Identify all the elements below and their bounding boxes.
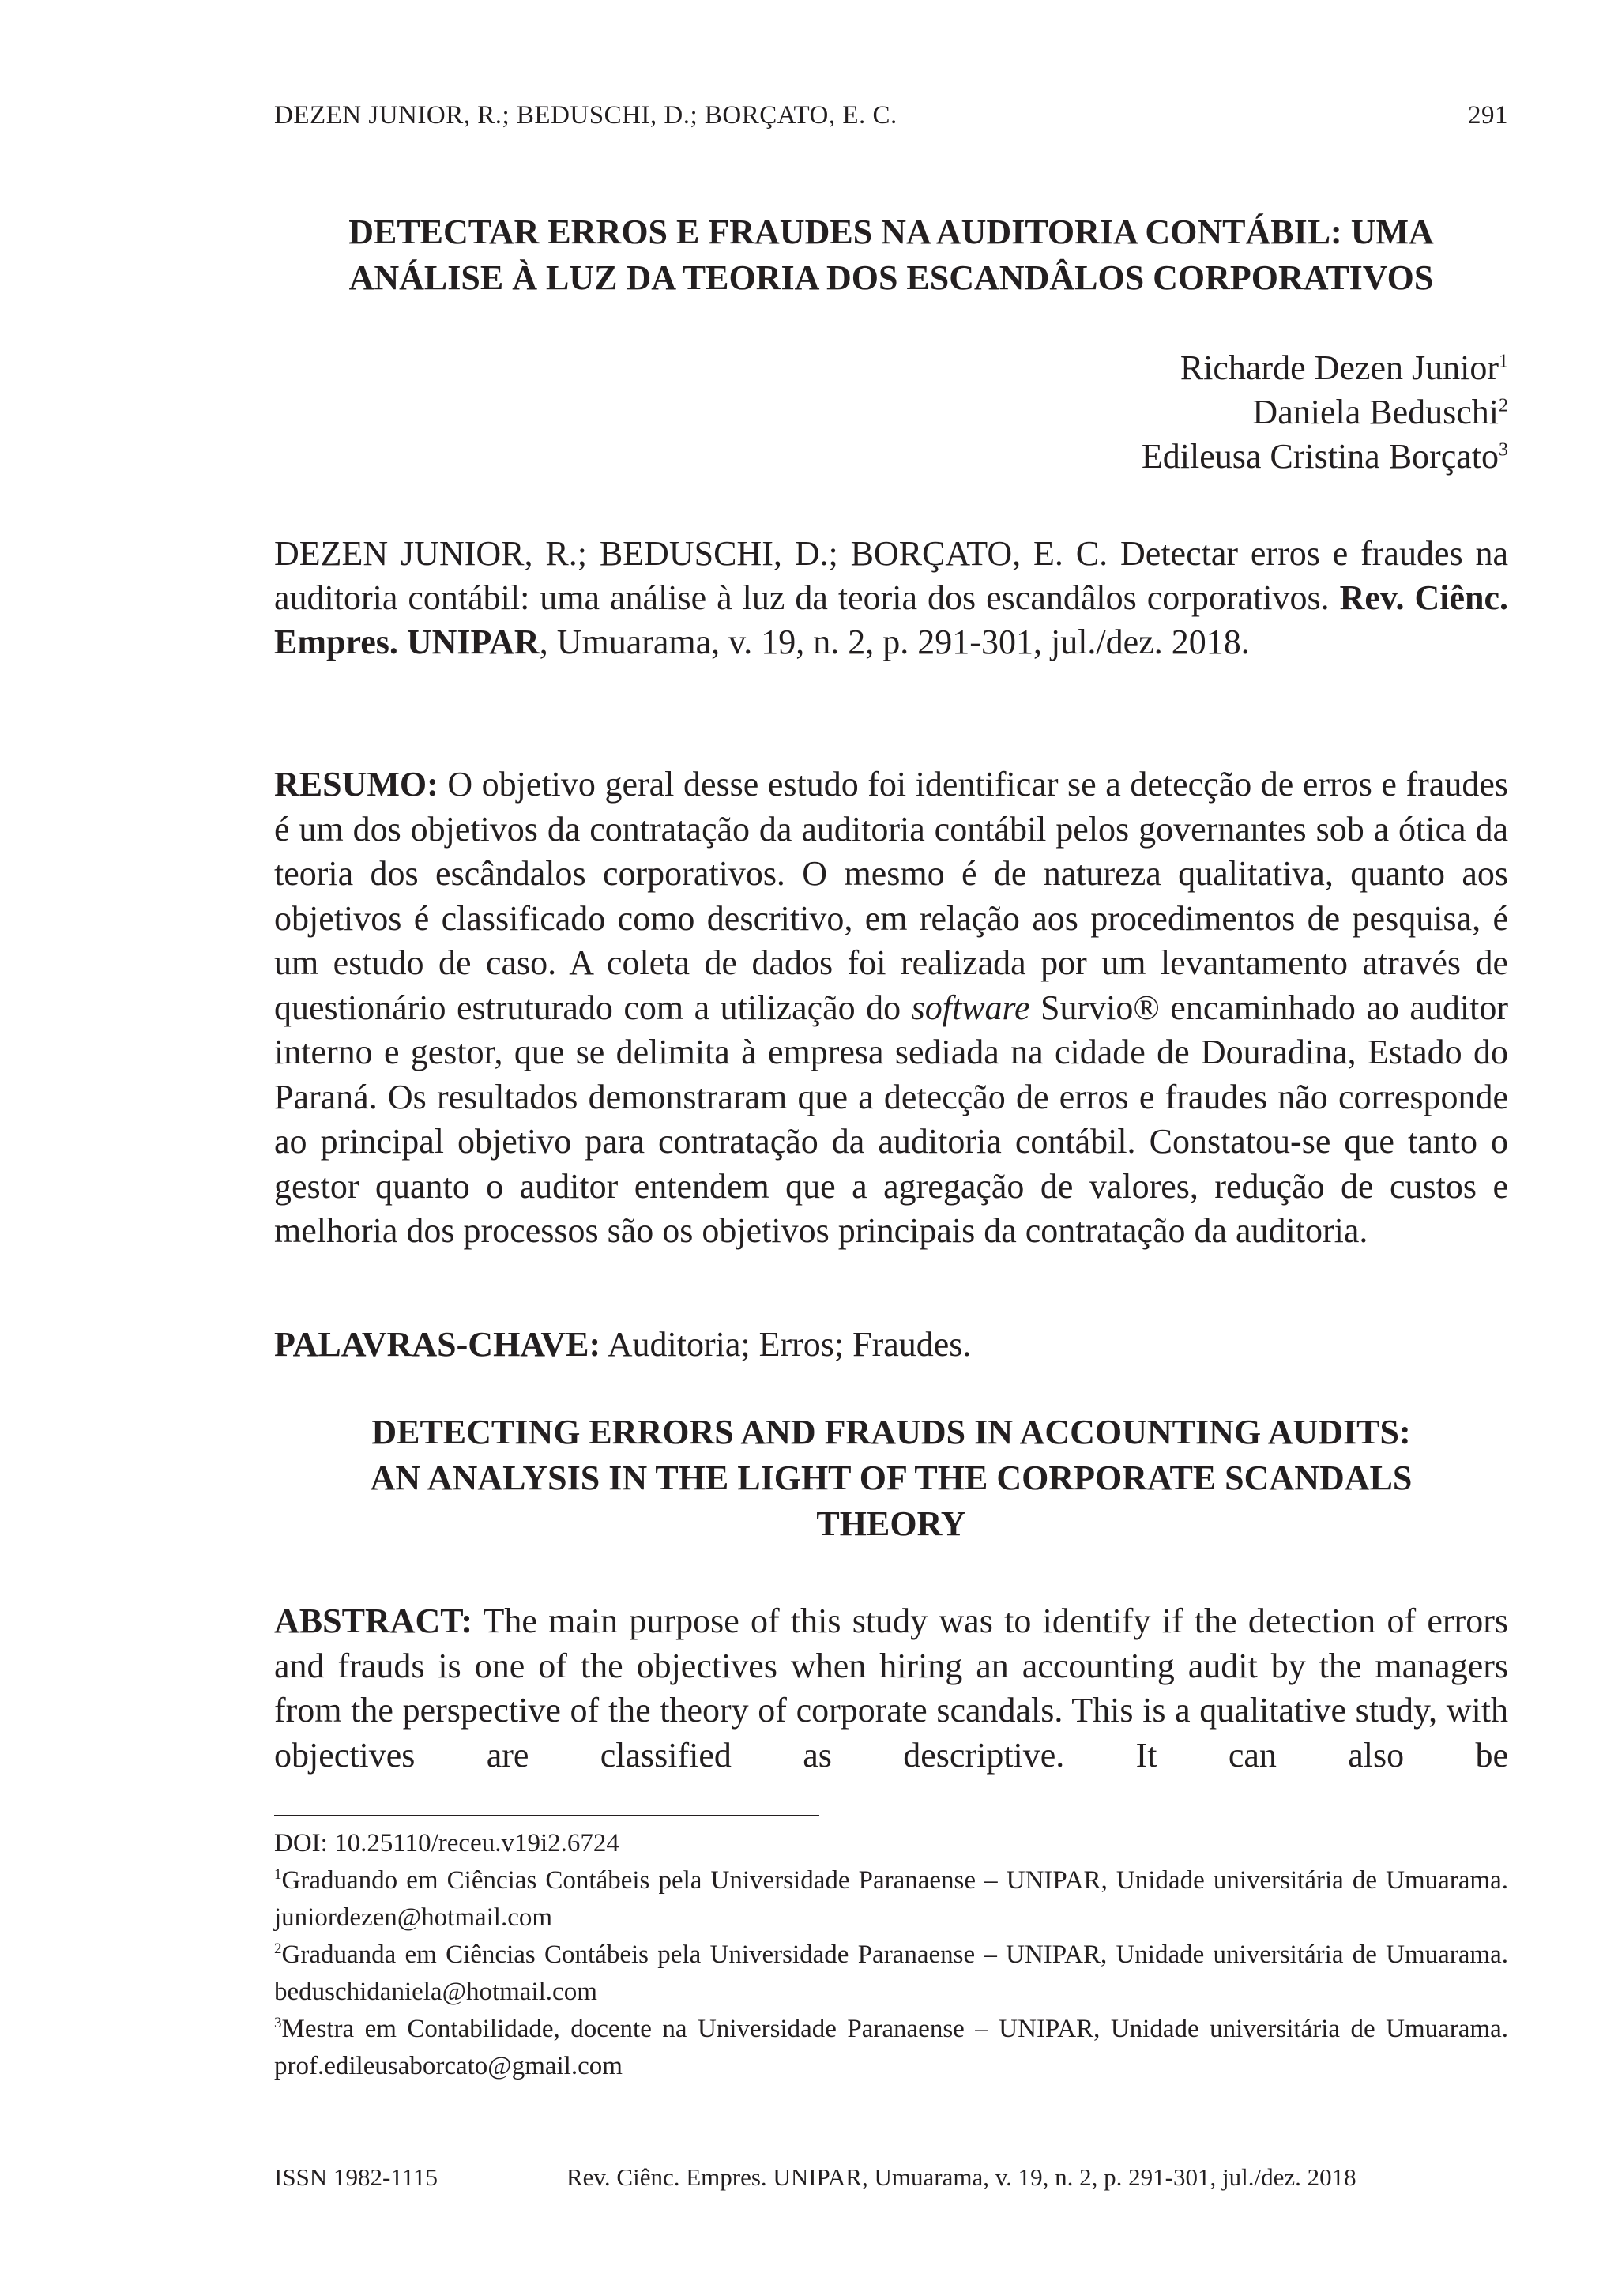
title-pt-line: ANÁLISE À LUZ DA TEORIA DOS ESCANDÂLOS CORPORATIVOS — [348, 258, 1434, 297]
title-pt-line: DETECTAR ERROS E FRAUDES NA AUDITORIA CONTÁBIL: UMA — [348, 213, 1434, 251]
footnote-marker[interactable]: 3 — [1499, 439, 1508, 461]
abstract — [274, 1599, 1508, 1778]
citation-details: , Umuarama, v. 19, n. 2, p. 291-301, jul./dez. 2018. — [539, 623, 1250, 661]
running-header — [274, 101, 1508, 130]
title-en-line: AN ANALYSIS IN THE LIGHT OF THE CORPORATE SCANDALS — [370, 1459, 1413, 1497]
author-list — [274, 346, 1508, 479]
header-authors: DEZEN JUNIOR, R.; BEDUSCHI, D.; BORÇATO, E. C. — [274, 101, 897, 130]
citation-authors: DEZEN JUNIOR, R.; BEDUSCHI, D.; BORÇATO, E. C. — [274, 534, 1108, 573]
title-en-line: DETECTING ERRORS AND FRAUDS IN ACCOUNTING AUDITS: — [371, 1413, 1411, 1451]
footnote-divider — [274, 1815, 819, 1816]
resumo-text: O objetivo geral desse estudo foi identificar se a detecção de erros e fraudes é um dos objetivos da contratação da auditoria contábil pelos governantes sob a ótica da teoria dos escândalos corporativos. O mesmo é de natureza qualitativa, quanto aos objetivos é classificado como descritivo, em relação aos procedimentos de pesquisa, é um estudo de caso. A coleta de dados foi realizada por um levantamento através de questionário estruturado com a utilização do — [274, 765, 1508, 1027]
author: Richarde Dezen Junior$^1$ — [1180, 348, 1508, 387]
title-en-line: THEORY — [816, 1504, 966, 1543]
abstract-text: The main purpose of this study was to identify if the detection of errors and frauds is one of the objectives when hiring an accounting audit by the managers from the perspective of the theory of corporate scandals. This is a qualitative study, with objectives are classified as descriptive. It can also be — [274, 1602, 1508, 1775]
citation-journal: Rev. Ciênc. Empres. UNIPAR — [274, 578, 1509, 661]
citation — [274, 532, 1508, 664]
abstract-label: ABSTRACT: — [274, 1602, 473, 1640]
keywords — [274, 1323, 1508, 1367]
keywords-label: PALAVRAS-CHAVE: — [274, 1325, 601, 1364]
footnote: $^3$Mestra em Contabilidade, docente na Universidade Paranaense – UNIPAR, Unidade universitária de Umuarama. prof.edileusaborcato@gmail.com — [274, 2015, 1508, 2080]
page-number: 291 — [1468, 101, 1508, 130]
resumo — [274, 762, 1508, 1254]
footnote: $^1$Graduando em Ciências Contábeis pela Universidade Paranaense – UNIPAR, Unidade universitária de Umuarama. juniordezen@hotmail.com — [274, 1866, 1508, 1932]
author: Edileusa Cristina Borçato$^3$ — [1141, 437, 1508, 476]
resumo-text-cont: Survio® encaminhado ao auditor interno e gestor, que se delimita à empresa sediada na cidade de Douradina, Estado do Paraná. Os resultados demonstraram que a detecção de erros e fraudes não corresponde ao principal objetivo para contratação da auditoria contábil. Constatou-se que tanto o gestor quanto o auditor entendem que a agregação de valores, redução de custos e melhoria dos processos são os objetivos principais da contratação da auditoria. — [274, 988, 1508, 1250]
doi[interactable]: DOI: 10.25110/receu.v19i2.6724 — [274, 1829, 619, 1858]
footnote-marker[interactable]: 1 — [1499, 351, 1508, 372]
article-title-pt — [274, 209, 1508, 301]
keywords-text: Auditoria; Erros; Fraudes. — [600, 1325, 972, 1364]
footer-journal-ref: Rev. Ciênc. Empres. UNIPAR, Umuarama, v. 19, n. 2, p. 291-301, jul./dez. 2018 — [566, 2163, 1356, 2191]
footnotes — [274, 1825, 1508, 2085]
article-title-en — [274, 1410, 1508, 1547]
footnote: $^2$Graduanda em Ciências Contábeis pela Universidade Paranaense – UNIPAR, Unidade universitária de Umuarama. beduschidaniela@hotmail.com — [274, 1940, 1508, 2006]
footnote-marker[interactable]: 2 — [1499, 395, 1508, 416]
resumo-italic-term: software — [911, 988, 1030, 1027]
citation-title: Detectar erros e fraudes na auditoria contábil: uma análise à luz da teoria dos escandâlos corporativos. — [274, 534, 1509, 617]
issn: ISSN 1982-1115 — [274, 2163, 438, 2191]
running-footer — [274, 2163, 1508, 2192]
author: Daniela Beduschi$^2$ — [1252, 393, 1508, 431]
resumo-label: RESUMO: — [274, 765, 438, 804]
